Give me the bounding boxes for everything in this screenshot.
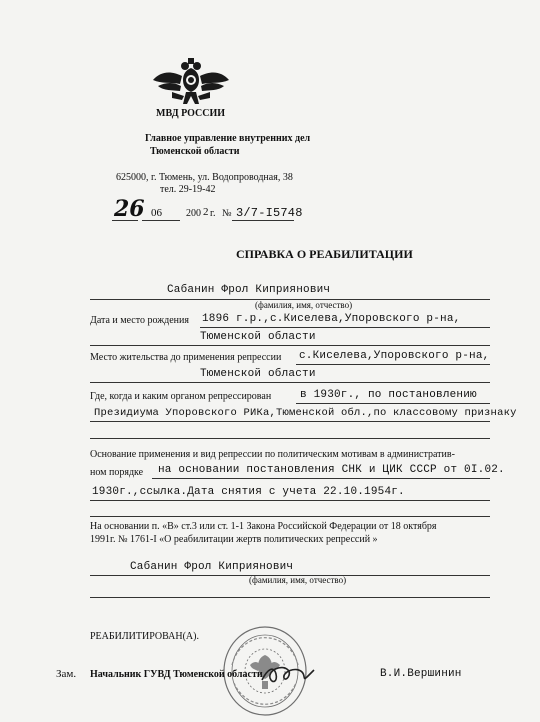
basis-label-2: ном порядке — [90, 467, 144, 478]
signature-mark-icon — [258, 660, 318, 688]
department-line-1: Главное управление внутренних дел — [145, 133, 311, 144]
basis-line-3 — [90, 516, 490, 517]
date-month: 06 — [151, 207, 162, 219]
law-line-1: На основании п. «В» ст.3 или ст. 1-1 Закона Российской Федерации от 18 октября — [90, 521, 437, 532]
basis-line-2 — [90, 500, 490, 501]
date-month-underline — [142, 220, 180, 221]
ministry-name: МВД РОССИИ — [156, 108, 226, 119]
residence-value-2: Тюменской области — [200, 368, 316, 380]
person-name-2: Сабанин Фрол Киприянович — [130, 561, 294, 573]
rehabilitated-status: РЕАБИЛИТИРОВАН(А). — [90, 631, 199, 642]
birth-line-1 — [200, 327, 490, 328]
repressed-label: Где, когда и каким органом репрессирован — [90, 391, 272, 402]
person-name-2-caption: (фамилия, имя, отчество) — [249, 575, 347, 585]
date-year-prefix: 200 — [186, 208, 201, 219]
residence-value-1: с.Киселева,Упоровского р-на, — [299, 350, 490, 362]
birth-value-1: 1896 г.р.,с.Киселева,Упоровского р-на, — [202, 313, 461, 325]
date-year-unit: г. — [210, 208, 216, 219]
repressed-line-1 — [296, 403, 490, 404]
date-day-underline — [112, 220, 138, 221]
phone: тел. 29-19-42 — [160, 184, 216, 195]
signatory-name: В.И.Вершинин — [380, 668, 462, 680]
document-number: 3/7-I5748 — [236, 206, 303, 220]
number-label: № — [222, 208, 232, 219]
birth-label: Дата и место рождения — [90, 315, 189, 326]
signature-prefix: Зам. — [56, 668, 77, 680]
number-underline — [232, 220, 294, 221]
repressed-value-2: Президиума Упоровского РИКа,Тюменской обл.,по классовому признаку — [94, 407, 517, 419]
repressed-line-3 — [90, 438, 490, 439]
document-title: СПРАВКА О РЕАБИЛИТАЦИИ — [236, 247, 413, 261]
basis-label-1: Основание применения и вид репрессии по политическим мотивам в административ- — [90, 449, 455, 460]
date-year-suffix: 2 — [203, 206, 209, 218]
basis-line-1 — [152, 478, 490, 479]
eagle-emblem-icon — [150, 58, 232, 108]
person-name-caption: (фамилия, имя, отчество) — [255, 300, 353, 310]
blank-line — [90, 597, 490, 598]
residence-line-1 — [296, 364, 490, 365]
basis-value-1: на основании постановления СНК и ЦИК СССР от 0I.02. — [158, 464, 505, 476]
repressed-line-2 — [90, 421, 490, 422]
birth-value-2: Тюменской области — [200, 331, 316, 343]
repressed-value-1: в 1930г., по постановлению — [300, 389, 477, 401]
person-name: Сабанин Фрол Киприянович — [167, 284, 331, 296]
department-line-2: Тюменской области — [150, 146, 240, 157]
basis-value-2: 1930г.,ссылка.Дата снятия с учета 22.10.1954г. — [92, 486, 405, 498]
law-line-2: 1991г. № 1761-I «О реабилитации жертв политических репрессий » — [90, 534, 378, 545]
signatory-title: Начальник ГУВД Тюменской области — [90, 669, 263, 680]
residence-label: Место жительства до применения репрессии — [90, 352, 282, 363]
residence-line-2 — [90, 382, 490, 383]
address: 625000, г. Тюмень, ул. Водопроводная, 38 — [116, 172, 293, 183]
date-day: 26 — [114, 196, 145, 222]
birth-line-2 — [90, 345, 490, 346]
